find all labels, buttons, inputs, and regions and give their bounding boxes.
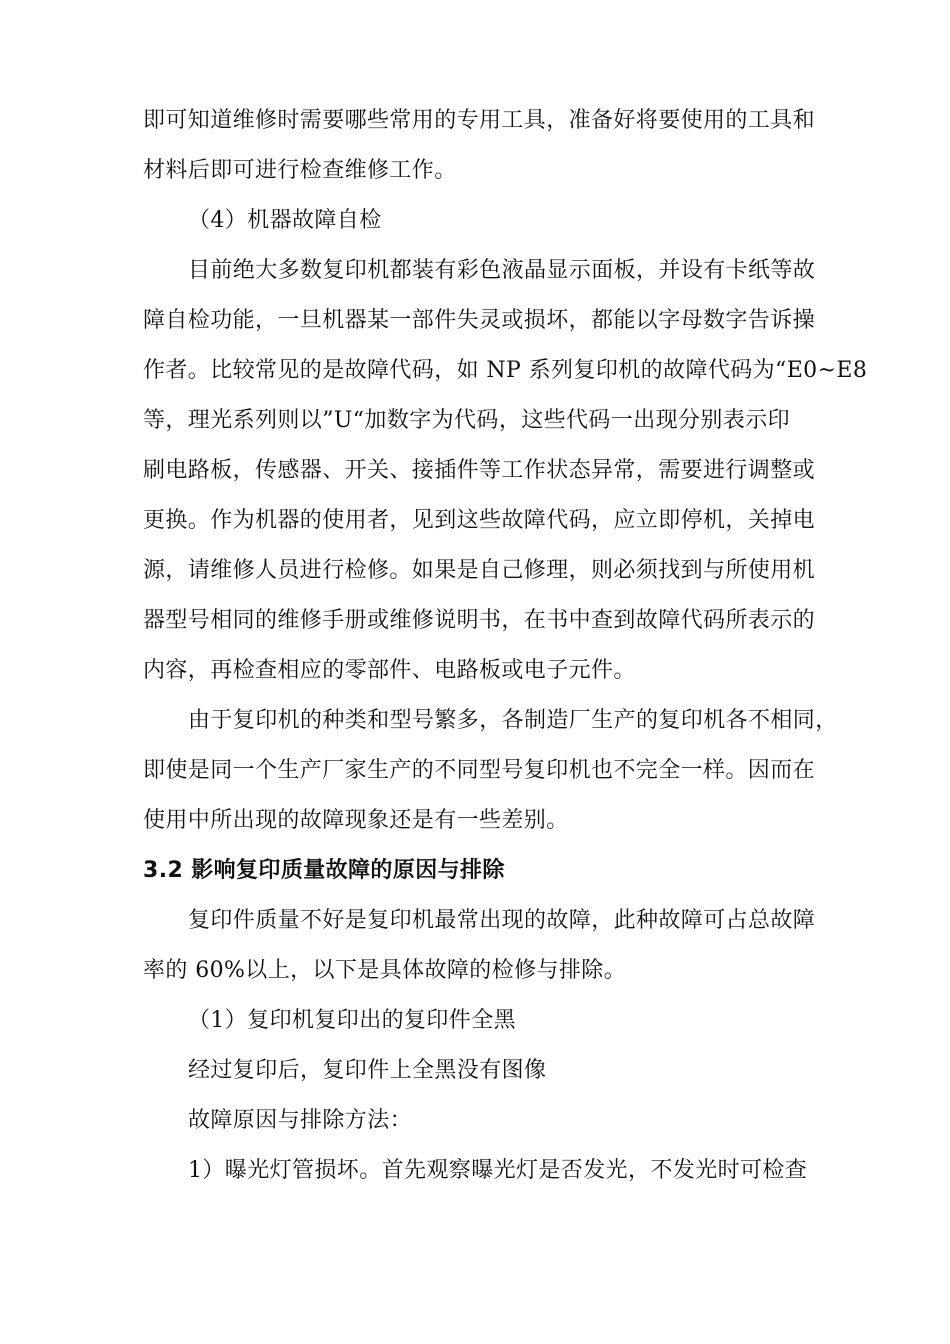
text-line-2: 材料后即可进行检查维修工作。 — [143, 158, 457, 183]
text-line-11: 器型号相同的维修手册或维修说明书，在书中查到故障代码所表示的 — [143, 608, 816, 633]
text-line-5: 障自检功能，一旦机器某一部件失灵或损坏，都能以字母数字告诉操 — [143, 308, 816, 333]
text-line-18: 率的 60%以上，以下是具体故障的检修与排除。 — [143, 958, 627, 983]
text-line-1: 即可知道维修时需要哪些常用的专用工具，准备好将要使用的工具和 — [143, 108, 816, 133]
text-line-21: 故障原因与排除方法： — [188, 1108, 413, 1133]
text-line-4: 目前绝大多数复印机都装有彩色液晶显示面板，并设有卡纸等故 — [188, 258, 816, 283]
text-line-20: 经过复印后，复印件上全黑没有图像 — [188, 1058, 547, 1083]
subheading-all-black-copies: （1）复印机复印出的复印件全黑 — [188, 1008, 516, 1033]
text-line-7: 等，理光系列则以”U“加数字为代码，这些代码一出现分别表示印 — [143, 408, 791, 433]
section-heading-3-2: 3.2 影响复印质量故障的原因与排除 — [143, 858, 505, 883]
text-line-17: 复印件质量不好是复印机最常出现的故障，此种故障可占总故障 — [188, 908, 816, 933]
text-line-8: 刷电路板，传感器、开关、接插件等工作状态异常，需要进行调整或 — [143, 458, 816, 483]
text-line-12: 内容，再检查相应的零部件、电路板或电子元件。 — [143, 658, 636, 683]
text-line-6: 作者。比较常见的是故障代码，如 NP 系列复印机的故障代码为“E0~E8 — [143, 358, 868, 383]
text-line-22: 1）曝光灯管损坏。首先观察曝光灯是否发光，不发光时可检查 — [188, 1158, 808, 1183]
text-line-10: 源，请维修人员进行检修。如果是自己修理，则必须找到与所使用机 — [143, 558, 816, 583]
text-line-9: 更换。作为机器的使用者，见到这些故障代码，应立即停机，关掉电 — [143, 508, 816, 533]
text-line-14: 即使是同一个生产厂家生产的不同型号复印机也不完全一样。因而在 — [143, 758, 816, 783]
text-line-15: 使用中所出现的故障现象还是有一些差别。 — [143, 808, 569, 833]
subheading-machine-self-check: （4）机器故障自检 — [188, 208, 382, 233]
text-line-13: 由于复印机的种类和型号繁多，各制造厂生产的复印机各不相同， — [188, 708, 838, 733]
